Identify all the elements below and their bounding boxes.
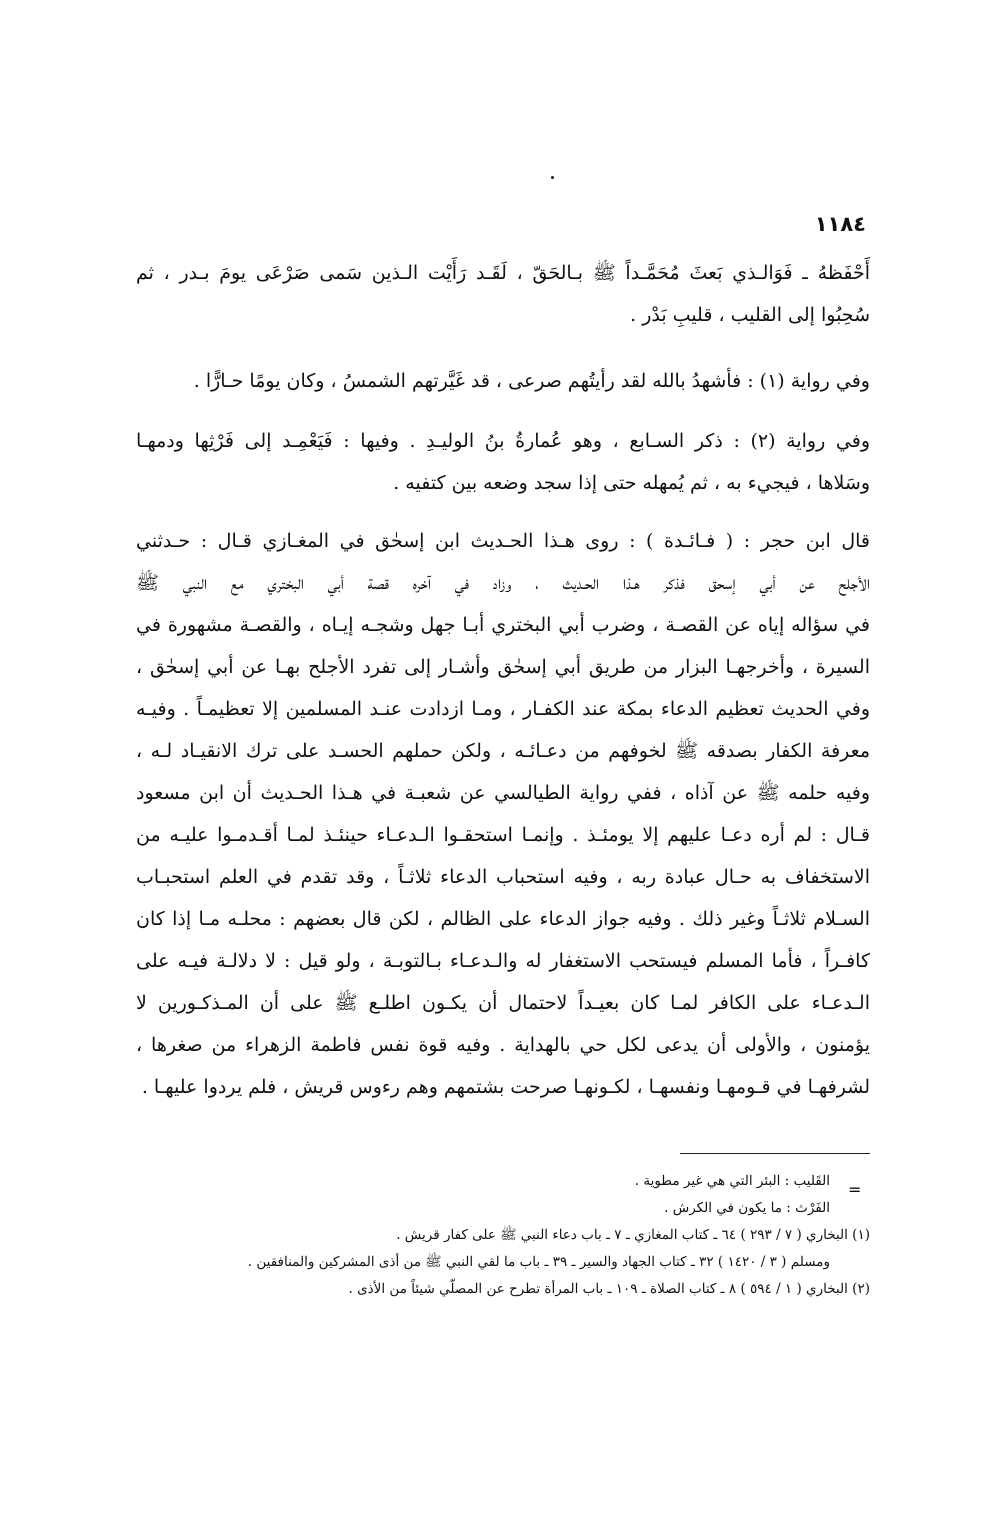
text-line: في سؤاله إياه عن القصـة ، وضرب أبي البختري أبـا جهل وشجـه إيـاه ، والقصـة مشهورة في [136, 614, 870, 636]
text-line: قال ابن حجر : ( فـائـدة ) : روى هـذا الحـديث ابن إسحٰق في المغـازي قـال : حـدثني [136, 530, 870, 552]
text-line: معرفة الكفار بصدقه ﷺ لخوفهم من دعـائـه ، ولكن حملهم الحسـد على ترك الانقيـاد لـه ، [136, 740, 870, 762]
text-line: السـلام ثلاثـاً وغير ذلك . وفيه جواز الدعاء على الظالم ، لكن قال بعضهم : محلـه مـا إذا كان [136, 908, 870, 930]
text-line: وفي رواية (٢) : ذكر السـابع ، وهو عُمارةُ بنُ الوليـدِ . وفيها : فَيَعْمِـد إلى فَرْثِها ودمهـا [136, 430, 870, 452]
text-line: الاستخفاف به حـال عبادة ربه ، وفيه استحباب الدعاء ثلاثـاً ، وقد تقدم في العلم استحبـاب [136, 866, 870, 888]
text-line: السيرة ، وأخرجهـا البزار من طريق أبي إسحٰق وأشـار إلى تفرد الأجلح بهـا عن أبي إسحٰق ، [136, 656, 870, 678]
text-line: أَحْفَظهُ ـ فَوَالـذي بَعثَ مُحَمَّـداً ﷺ بـالحَقّ ، لَقَـد رَأَيْت الـذين سَمى صَرْعَى يومَ بـدر ، ثم [136, 262, 870, 284]
glossary-note: الفَرْث : ما يكون في الكرش . [664, 1200, 830, 1216]
text-line: وفي الحديث تعظيم الدعاء بمكة عند الكفـار ، ومـا ازدادت عنـد المسلمين إلا تعظيمـاً . وفيـه [136, 698, 870, 720]
text-line: وسَلاها ، فيجيء به ، ثم يُمهله حتى إذا سجد وضعه بين كتفيه . [393, 472, 870, 494]
text-line: وفي رواية (١) : فأشهدُ بالله لقد رأيتُهم صرعى ، قد غَيَّرتهم الشمسُ ، وكان يومًا حـارًّا . [193, 370, 870, 392]
paragraph-2 [136, 360, 870, 402]
text-line: يؤمنون ، والأولى أن يدعى لكل حي بالهداية . وفيه قوة نفس فاطمة الزهراء من صغرها ، [136, 1034, 870, 1056]
text-line: الـدعـاء على الكافر لمـا كان بعيـداً لاحتمال أن يكـون اطلـع ﷺ على أن المـذكـورين لا [136, 992, 870, 1014]
paragraph-1 [136, 252, 870, 336]
reference-note: (٢) البخاري ( ١ / ٥٩٤ ) ٨ ـ كتاب الصلاة ـ ١٠٩ ـ باب المرأة تطرح عن المصلّي شيئاً من الأذى . [348, 1281, 870, 1297]
continuation-marker: = [848, 1180, 862, 1199]
reference-note: (١) البخاري ( ٧ / ٢٩٣ ) ٦٤ ـ كتاب المغازي ـ ٧ ـ باب دعاء النبي ﷺ على كفار قريش . [396, 1227, 870, 1243]
text-line: سُحِبُوا إلى القليب ، قليبِ بَدْر . [630, 304, 870, 326]
page-number: ١١٨٤ [814, 212, 866, 236]
paragraph-3 [136, 420, 870, 504]
text-line: كافـراً ، فأما المسلم فيستحب الاستغفار له والـدعـاء بـالتوبـة ، ولو قيل : لا دلالـة فيـه على [136, 950, 870, 972]
printing-speck [551, 176, 554, 179]
text-line: الأجلح عن أبي إسحق فذكر هـذا الحـديث ، وزاد في آخره قصة أبي البختري مع النبي ﷺ [136, 572, 870, 594]
footnotes [136, 1168, 870, 1303]
text-line: قـال : لم أره دعـا عليهم إلا يومئـذ . وإنمـا استحقـوا الـدعـاء حينئـذ لمـا أقـدمـوا عليـه من [136, 824, 870, 846]
reference-note: ومسلم ( ٣ / ١٤٢٠ ) ٣٢ ـ كتاب الجهاد والسير ـ ٣٩ ـ باب ما لقي النبي ﷺ من أذى المشركين والمنافقين . [247, 1254, 830, 1270]
text-line: وفيه حلمه ﷺ عن آذاه ، ففي رواية الطيالسي عن شعبـة في هـذا الحـديث أن ابن مسعود [136, 782, 870, 804]
text-line: لشرفهـا في قـومهـا ونفسهـا ، لكـونهـا صرحت بشتمهم وهم رءوس قريش ، فلم يردوا عليهـا . [141, 1076, 870, 1098]
glossary-note: القَليب : البئر التي هي غير مطوية . [634, 1173, 830, 1189]
paragraph-4 [136, 520, 870, 1108]
footnote-separator [680, 1153, 870, 1154]
